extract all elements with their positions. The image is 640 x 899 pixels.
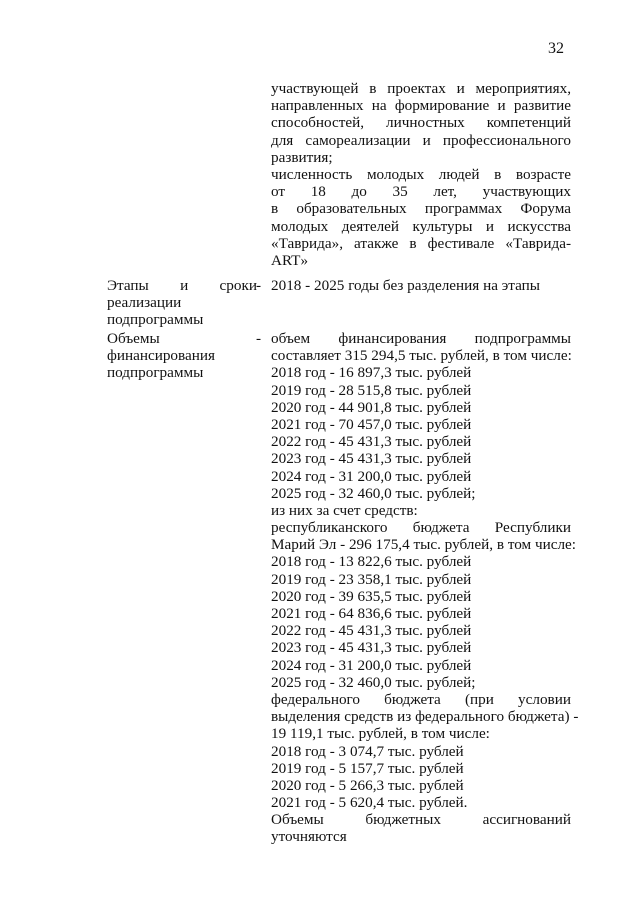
text-line: ART» [271,251,309,269]
label-line: подпрограммы [107,364,204,382]
text-line: выделения средств из федерального бюджета) - [271,708,579,726]
text-line: 2024 год - 31 200,0 тыс. рублей [271,467,472,485]
stages-value-block [271,277,571,294]
text-line: от 18 до 35 лет, участвующих [271,183,571,201]
text-line: численность молодых людей в возрасте [271,165,571,183]
text-line: способностей, личностных компетенций [271,114,571,132]
text-line: 2023 год - 45 431,3 тыс. рублей [271,450,472,468]
stages-label [107,277,257,329]
text-line: направленных на формирование и развитие [271,97,571,115]
text-line: в образовательных программах Форума [271,200,571,218]
text-line: молодых деятелей культуры и искусства [271,217,571,235]
text-line: 2020 год - 39 635,5 тыс. рублей [271,587,472,605]
text-line: 2018 год - 3 074,7 тыс. рублей [271,742,464,760]
text-line: 2021 год - 64 836,6 тыс. рублей [271,605,472,622]
funding-text-block [271,330,579,846]
text-line: 2022 год - 45 431,3 тыс. рублей [271,433,472,451]
label-line: Этапы и сроки [107,277,257,294]
text-line: 2021 год - 70 457,0 тыс. рублей [271,415,472,433]
funding-dash: - [256,330,262,347]
text-line: 2025 год - 32 460,0 тыс. рублей; [271,484,476,502]
text-line: 2019 год - 23 358,1 тыс. рублей [271,570,472,588]
text-line: развития; [271,148,333,166]
indicators-text-block [271,80,571,269]
text-line: 2019 год - 28 515,8 тыс. рублей [271,381,472,399]
text-line: 2023 год - 45 431,3 тыс. рублей [271,639,472,657]
text-line: 2019 год - 5 157,7 тыс. рублей [271,759,464,777]
text-line: «Таврида», атакже в фестивале «Таврида- [271,234,571,252]
text-line: 2018 год - 16 897,3 тыс. рублей [271,364,472,382]
text-line: объем финансирования подпрограммы [271,330,571,347]
text-line: участвующей в проектах и мероприятиях, [271,80,571,97]
text-line: 2022 год - 45 431,3 тыс. рублей [271,622,472,640]
text-line: Марий Эл - 296 175,4 тыс. рублей, в том числе: [271,536,577,554]
stages-dash: - [256,277,262,294]
label-line: финансирования [107,347,215,365]
label-line: реализации [107,294,182,312]
text-line: составляет 315 294,5 тыс. рублей, в том числе: [271,347,572,365]
label-line: Объемы [107,330,160,347]
text-line: 2020 год - 44 901,8 тыс. рублей [271,398,472,416]
text-line: 2018 год - 13 822,6 тыс. рублей [271,553,472,571]
page-number: 32 [548,40,564,57]
label-line: подпрограммы [107,311,204,329]
text-line: 2021 год - 5 620,4 тыс. рублей. [271,794,468,812]
text-line: 19 119,1 тыс. рублей, в том числе: [271,725,490,743]
text-line: 2020 год - 5 266,3 тыс. рублей [271,776,464,794]
funding-label [107,330,257,382]
text-line: 2024 год - 31 200,0 тыс. рублей [271,656,472,674]
text-line: федерального бюджета (при условии [271,690,571,708]
text-line: республиканского бюджета Республики [271,519,571,537]
stages-value: 2018 - 2025 годы без разделения на этапы [271,277,540,294]
text-line: из них за счет средств: [271,501,418,519]
text-line: для самореализации и профессионального [271,131,571,149]
text-line: 2025 год - 32 460,0 тыс. рублей; [271,673,476,691]
text-line: Объемы бюджетных ассигнований уточняются [271,811,571,846]
